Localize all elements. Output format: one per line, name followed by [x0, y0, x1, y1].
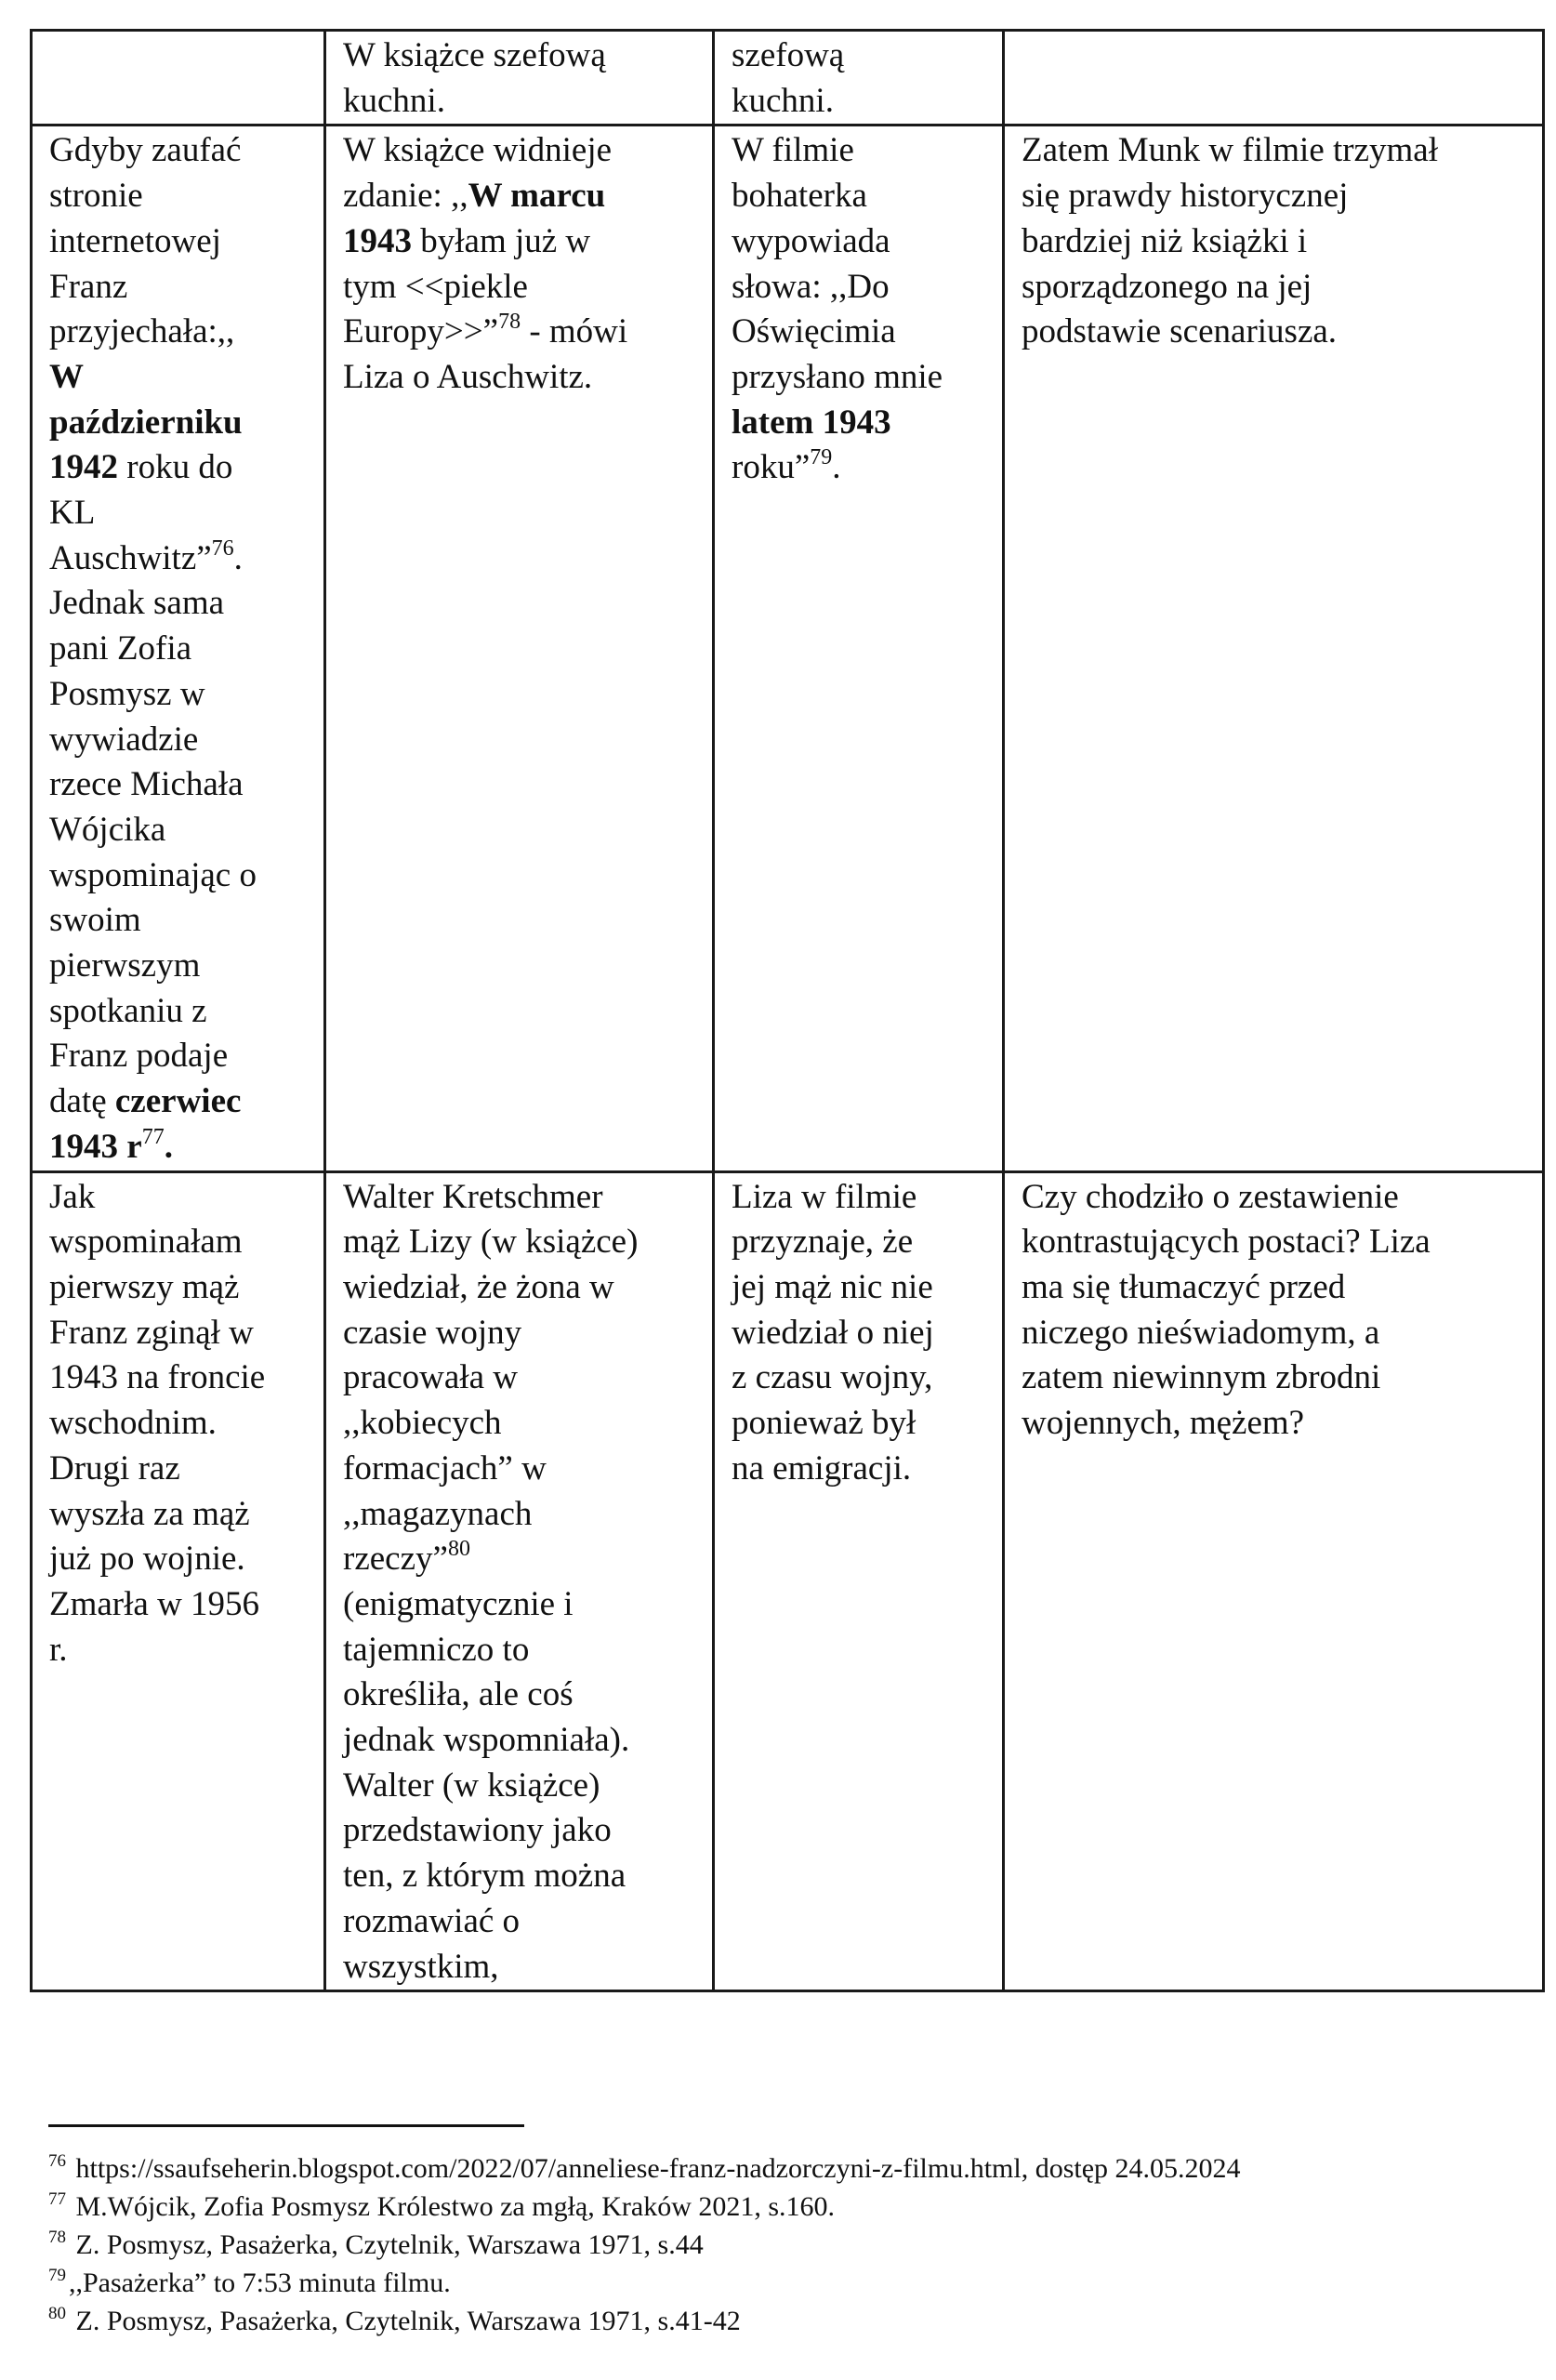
- text-segment: .: [832, 448, 841, 487]
- text-segment: czasie wojny: [343, 1313, 522, 1352]
- cell-text: [49, 126, 314, 1170]
- text-segment: KL: [49, 494, 96, 533]
- text-line: [49, 219, 314, 265]
- text-segment: październiku: [49, 403, 243, 442]
- text-segment: mąż Lizy (w książce): [343, 1223, 639, 1262]
- text-segment: Oświęcimia: [732, 312, 896, 351]
- text-segment: Drugi raz: [49, 1448, 180, 1488]
- footnote-number: 77: [48, 2189, 66, 2209]
- text-segment: niczego nieświadomym, a: [1022, 1313, 1380, 1352]
- text-segment: Zatem Munk w filmie trzymał: [1022, 131, 1438, 170]
- text-line: [1022, 219, 1533, 265]
- table-cell: [1004, 126, 1544, 1171]
- text-line: [732, 79, 993, 125]
- text-segment: Franz podaje: [49, 1037, 229, 1076]
- text-segment: formacjach” w: [343, 1448, 547, 1488]
- text-line: [49, 1492, 314, 1538]
- footnote-text: https://ssaufseherin.blogspot.com/2022/07/anneliese-franz-nadzorczyni-z-filmu.html, dostęp 24.05.2024: [69, 2153, 1241, 2184]
- footnote-text: M.Wójcik, Zofia Posmysz Królestwo za mgłą, Kraków 2021, s.160.: [69, 2191, 836, 2222]
- text-segment: Wójcika: [49, 810, 166, 849]
- footnote-separator: [48, 2124, 524, 2127]
- text-line: [49, 1311, 314, 1356]
- text-segment: zdanie: ,,: [343, 177, 468, 216]
- text-line: [732, 1175, 993, 1221]
- text-line: [343, 355, 703, 401]
- text-line: [343, 1718, 703, 1764]
- table-row: [32, 1171, 1544, 1991]
- text-segment: Franz: [49, 267, 128, 306]
- text-segment: Walter Kretschmer: [343, 1177, 603, 1216]
- text-segment: datę: [49, 1082, 115, 1121]
- text-line: [343, 33, 703, 79]
- text-segment: kuchni.: [732, 81, 834, 120]
- text-line: [343, 1899, 703, 1945]
- text-line: [49, 1265, 314, 1311]
- text-segment: pracowała w: [343, 1358, 518, 1397]
- text-segment: stronie: [49, 177, 143, 216]
- cell-text: [1022, 1173, 1533, 1447]
- text-segment: przyjechała:,,: [49, 312, 235, 351]
- text-line: [732, 1220, 993, 1265]
- text-line: [732, 174, 993, 219]
- text-segment: Jak: [49, 1177, 96, 1216]
- text-segment: wiedział, że żona w: [343, 1267, 614, 1306]
- footnote-number: 76: [48, 2151, 66, 2171]
- text-line: [343, 1673, 703, 1718]
- text-segment: wojennych, mężem?: [1022, 1404, 1305, 1443]
- text-segment: wywiadzie: [49, 720, 199, 759]
- text-line: [49, 1447, 314, 1492]
- text-segment: kontrastujących postaci? Liza: [1022, 1223, 1431, 1262]
- text-segment: Zmarła w 1956: [49, 1584, 260, 1623]
- text-segment: Liza w filmie: [732, 1177, 917, 1216]
- cell-text: [343, 32, 703, 124]
- comparison-table: [30, 29, 1545, 1992]
- text-line: [343, 1628, 703, 1673]
- text-segment: spotkaniu z: [49, 991, 207, 1030]
- text-line: [1022, 1401, 1533, 1447]
- text-segment: 1943 na froncie: [49, 1358, 266, 1397]
- text-segment: (enigmatycznie i: [343, 1584, 574, 1623]
- text-segment: W filmie: [732, 131, 854, 170]
- text-line: [49, 445, 314, 491]
- text-line: [343, 1401, 703, 1447]
- cell-text: [343, 126, 703, 400]
- text-line: [49, 1537, 314, 1582]
- text-line: [343, 1582, 703, 1628]
- text-segment: wspominając o: [49, 855, 257, 894]
- footnote-number: 79: [48, 2266, 66, 2285]
- text-segment: 1943: [343, 221, 412, 260]
- text-line: [732, 1447, 993, 1492]
- text-line: [343, 310, 703, 355]
- text-segment: wspominałam: [49, 1223, 243, 1262]
- text-segment: byłam już w: [412, 221, 591, 260]
- text-segment: tajemniczo to: [343, 1630, 530, 1669]
- text-segment: szefową: [732, 36, 845, 74]
- text-line: [1022, 1355, 1533, 1401]
- table-body: [32, 31, 1544, 1991]
- text-segment: przedstawiony jako: [343, 1811, 612, 1850]
- text-segment: Posmysz w: [49, 674, 205, 713]
- text-line: [49, 581, 314, 627]
- text-segment: wschodnim.: [49, 1404, 217, 1443]
- footnote: [48, 2149, 1536, 2188]
- text-line: [49, 672, 314, 718]
- footnote-reference: 79: [810, 445, 833, 470]
- cell-text: [49, 1173, 314, 1673]
- text-segment: ,,kobiecych: [343, 1404, 502, 1443]
- text-line: [732, 1401, 993, 1447]
- text-segment: Jednak sama: [49, 584, 225, 623]
- text-segment: rzeczy”: [343, 1540, 448, 1579]
- text-segment: Czy chodziło o zestawienie: [1022, 1177, 1399, 1216]
- text-line: [49, 174, 314, 219]
- text-segment: określiła, ale coś: [343, 1675, 574, 1714]
- footnote: [48, 2188, 1536, 2226]
- text-segment: roku do: [118, 448, 233, 487]
- footnote-reference: 80: [447, 1537, 470, 1562]
- text-segment: Franz zginął w: [49, 1313, 254, 1352]
- text-line: [49, 1125, 314, 1170]
- text-line: [343, 1220, 703, 1265]
- text-line: [343, 265, 703, 311]
- text-line: [343, 1764, 703, 1809]
- text-line: [49, 898, 314, 944]
- text-line: [49, 989, 314, 1035]
- text-segment: wszystkim,: [343, 1947, 499, 1986]
- cell-text: [732, 32, 993, 124]
- text-segment: .: [233, 538, 243, 577]
- text-segment: Walter (w książce): [343, 1765, 600, 1805]
- text-line: [49, 536, 314, 582]
- footnote: [48, 2302, 1536, 2340]
- text-segment: ma się tłumaczyć przed: [1022, 1267, 1346, 1306]
- footnote-reference: 76: [211, 536, 234, 561]
- text-line: [343, 1175, 703, 1221]
- text-line: [343, 1265, 703, 1311]
- text-line: [49, 265, 314, 311]
- table-cell: [32, 31, 325, 126]
- footnote-text: Z. Posmysz, Pasażerka, Czytelnik, Warszawa 1971, s.41-42: [69, 2306, 741, 2336]
- text-segment: przysłano mnie: [732, 357, 943, 396]
- text-line: [49, 808, 314, 853]
- text-line: [49, 762, 314, 808]
- footnote-reference: 77: [141, 1124, 165, 1149]
- text-segment: podstawie scenariusza.: [1022, 312, 1338, 351]
- text-line: [732, 310, 993, 355]
- text-segment: pierwszy mąż: [49, 1267, 240, 1306]
- text-line: [343, 1537, 703, 1582]
- cell-text: [732, 126, 993, 491]
- footnote-number: 78: [48, 2228, 66, 2247]
- text-segment: Gdyby zaufać: [49, 131, 242, 170]
- text-segment: wyszła za mąż: [49, 1494, 250, 1533]
- text-segment: latem 1943: [732, 403, 891, 442]
- text-segment: pierwszym: [49, 946, 201, 985]
- text-segment: jednak wspomniała).: [343, 1721, 630, 1760]
- text-line: [343, 174, 703, 219]
- text-segment: ,,magazynach: [343, 1494, 533, 1533]
- footnote: [48, 2226, 1536, 2264]
- text-line: [732, 401, 993, 446]
- text-line: [343, 79, 703, 125]
- text-segment: jej mąż nic nie: [732, 1267, 933, 1306]
- text-line: [732, 445, 993, 491]
- text-segment: czerwiec: [114, 1082, 242, 1121]
- cell-text: [49, 32, 314, 33]
- text-line: [732, 355, 993, 401]
- text-segment: ponieważ był: [732, 1404, 916, 1443]
- table-cell: [325, 1171, 714, 1991]
- text-segment: W: [49, 357, 84, 396]
- text-segment: bohaterka: [732, 177, 867, 216]
- text-line: [343, 1311, 703, 1356]
- text-segment: z czasu wojny,: [732, 1358, 933, 1397]
- table-cell: [714, 31, 1004, 126]
- text-segment: W marcu: [468, 177, 606, 216]
- text-segment: pani Zofia: [49, 629, 192, 668]
- text-line: [49, 853, 314, 899]
- text-line: [1022, 1311, 1533, 1356]
- table-cell: [714, 1171, 1004, 1991]
- footnote-text: Z. Posmysz, Pasażerka, Czytelnik, Warszawa 1971, s.44: [69, 2229, 704, 2260]
- text-segment: na emigracji.: [732, 1448, 912, 1488]
- text-line: [343, 1808, 703, 1854]
- text-line: [49, 1079, 314, 1125]
- text-segment: już po wojnie.: [49, 1540, 245, 1579]
- cell-text: [1022, 126, 1533, 355]
- text-line: [1022, 1175, 1533, 1221]
- text-segment: Auschwitz”: [49, 538, 212, 577]
- text-segment: Liza o Auschwitz.: [343, 357, 593, 396]
- text-segment: internetowej: [49, 221, 221, 260]
- text-line: [49, 1582, 314, 1628]
- text-line: [732, 128, 993, 174]
- text-line: [732, 1265, 993, 1311]
- text-segment: W książce szefową: [343, 36, 606, 74]
- text-line: [1022, 1220, 1533, 1265]
- text-line: [49, 491, 314, 536]
- table-cell: [1004, 1171, 1544, 1991]
- table-cell: [1004, 31, 1544, 126]
- text-segment: zatem niewinnym zbrodni: [1022, 1358, 1381, 1397]
- text-segment: kuchni.: [343, 81, 445, 120]
- text-segment: słowa: ,,Do: [732, 267, 890, 306]
- text-line: [343, 1492, 703, 1538]
- text-segment: .: [164, 1127, 173, 1166]
- text-line: [343, 1854, 703, 1899]
- text-line: [732, 1355, 993, 1401]
- table-cell: [325, 126, 714, 1171]
- text-line: [343, 219, 703, 265]
- text-line: [732, 1311, 993, 1356]
- cell-text: [1022, 32, 1533, 33]
- text-line: [49, 1355, 314, 1401]
- text-segment: wypowiada: [732, 221, 890, 260]
- text-line: [49, 1220, 314, 1265]
- text-line: [1022, 310, 1533, 355]
- text-line: [1022, 1265, 1533, 1311]
- text-line: [49, 627, 314, 672]
- text-line: [732, 219, 993, 265]
- text-segment: ten, z którym można: [343, 1857, 626, 1896]
- text-line: [49, 944, 314, 989]
- text-line: [343, 1945, 703, 1990]
- table-cell: [32, 1171, 325, 1991]
- text-segment: 1943 r: [49, 1127, 142, 1166]
- table-row: [32, 126, 1544, 1171]
- text-line: [49, 128, 314, 174]
- table-cell: [325, 31, 714, 126]
- text-line: [732, 265, 993, 311]
- text-line: [1022, 174, 1533, 219]
- text-line: [732, 33, 993, 79]
- text-segment: rozmawiać o: [343, 1901, 521, 1940]
- text-segment: przyznaje, że: [732, 1223, 914, 1262]
- text-segment: Europy>>”: [343, 312, 499, 351]
- text-line: [343, 128, 703, 174]
- text-segment: 1942: [49, 448, 118, 487]
- text-line: [49, 355, 314, 401]
- text-line: [1022, 128, 1533, 174]
- footnotes: [48, 2149, 1536, 2340]
- footnote-text: ,,Pasażerka” to 7:53 minuta filmu.: [69, 2268, 451, 2298]
- text-line: [49, 1034, 314, 1079]
- text-line: [49, 1175, 314, 1221]
- text-line: [1022, 265, 1533, 311]
- text-line: [49, 1628, 314, 1673]
- text-line: [343, 1447, 703, 1492]
- text-line: [343, 1355, 703, 1401]
- footnote-reference: 78: [498, 310, 521, 335]
- text-segment: sporządzonego na jej: [1022, 267, 1312, 306]
- text-line: [49, 718, 314, 763]
- text-line: [49, 401, 314, 446]
- cell-text: [732, 1173, 993, 1492]
- text-segment: roku”: [732, 448, 811, 487]
- text-segment: się prawdy historycznej: [1022, 177, 1349, 216]
- cell-text: [343, 1173, 703, 1990]
- text-segment: swoim: [49, 901, 141, 940]
- text-segment: - mówi: [521, 312, 628, 351]
- text-segment: bardziej niż książki i: [1022, 221, 1308, 260]
- text-segment: rzece Michała: [49, 765, 244, 804]
- table-cell: [714, 126, 1004, 1171]
- footnote-number: 80: [48, 2304, 66, 2323]
- text-segment: W książce widnieje: [343, 131, 613, 170]
- text-segment: wiedział o niej: [732, 1313, 934, 1352]
- text-segment: tym <<piekle: [343, 267, 528, 306]
- footnote: [48, 2264, 1536, 2302]
- text-line: [49, 1401, 314, 1447]
- table-cell: [32, 126, 325, 1171]
- text-line: [49, 310, 314, 355]
- table-row: [32, 31, 1544, 126]
- text-segment: r.: [49, 1630, 68, 1669]
